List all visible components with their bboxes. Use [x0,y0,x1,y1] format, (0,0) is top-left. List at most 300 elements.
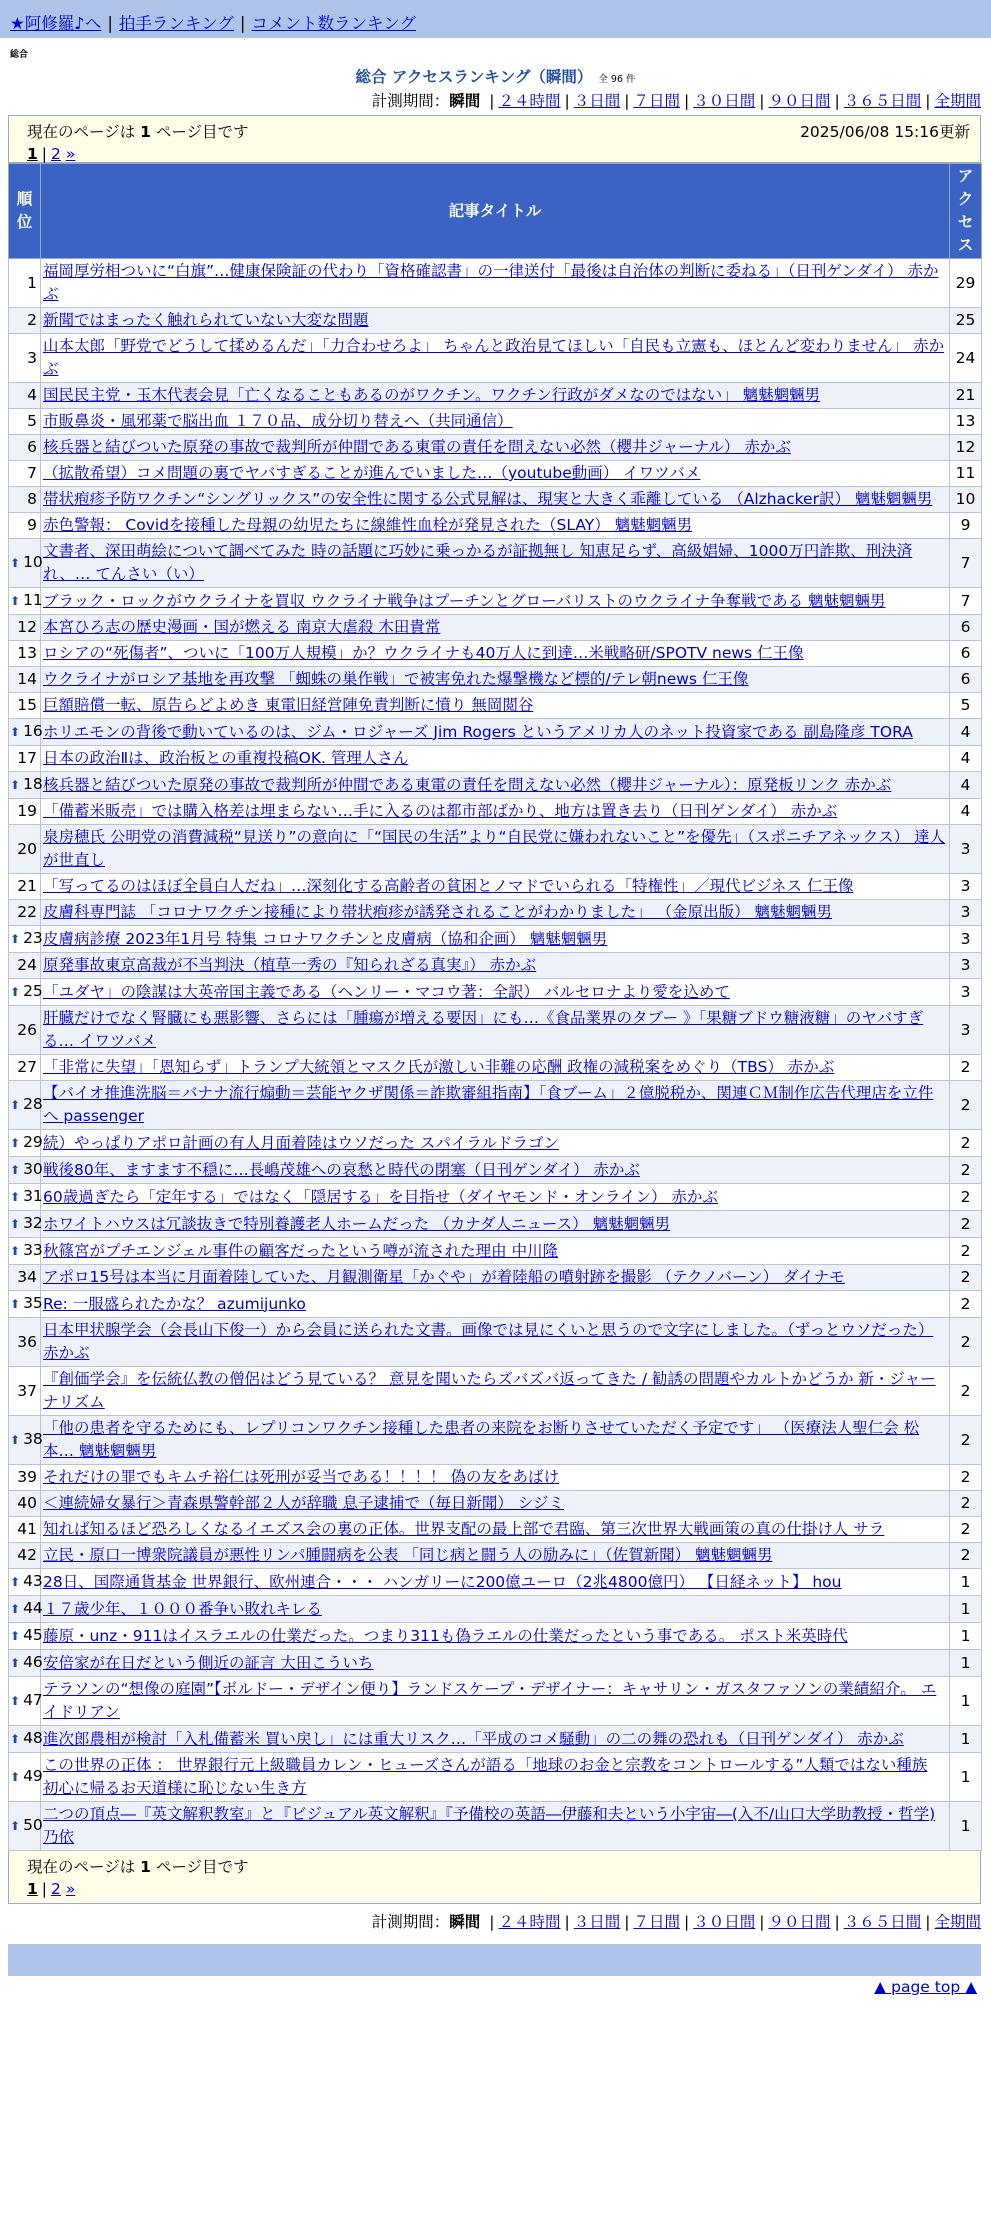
title-cell [41,1543,950,1569]
period-separator: | [684,1913,690,1931]
table-row [9,1416,982,1465]
title-cell [41,461,950,487]
rank-cell [9,1491,41,1517]
rank-number: 33 [23,1241,43,1259]
rank-cell [9,1157,41,1184]
table-row [9,799,982,825]
period-link[interactable]: 全期間 [934,92,981,110]
article-link[interactable]: 「写ってるのはほぼ全員白人だね」…深刻化する高齢者の貧困とノマドでいられる「特権性」／現代ビジネス 仁王像 [43,877,854,895]
article-link[interactable]: ホワイトハウスは冗談抜きで特別養護老人ホームだった （カナダ人ニュース） 魑魅魍魎男 [43,1214,671,1233]
rank-up-icon: ⬆ [10,1136,21,1150]
table-row [9,1367,982,1416]
period-separator: | [759,1913,765,1931]
access-count: 4 [950,772,982,799]
table-row [9,641,982,667]
rank-cell [9,1291,41,1318]
title-cell [41,487,950,513]
access-count: 21 [950,383,982,409]
title-cell [41,1596,950,1623]
rank-number: 46 [23,1653,43,1671]
article-link[interactable]: ホリエモンの背後で動いているのは、ジム・ロジャーズ Jim Rogers というアメリカ人のネット投資家である 副島隆彦 TORA [43,722,913,741]
rank-number: 43 [23,1572,43,1590]
rank-number: 18 [23,775,43,793]
total-count: 全 96 件 [598,74,636,85]
article-link[interactable]: 「他の患者を守るためにも、レプリコンワクチン接種した患者の来院をお断りさせていただく予定です」 （医療法人聖仁会 松本… 魑魅魍魎男 [43,1419,920,1460]
comment-ranking-link[interactable]: コメント数ランキング [251,14,416,33]
access-count: 2 [950,1081,982,1130]
title-cell [41,1211,950,1238]
access-count: 11 [950,461,982,487]
title-cell [41,1569,950,1596]
pager-next-arrow[interactable]: » [65,1880,76,1898]
table-row [9,1055,982,1081]
period-separator: | [564,1913,570,1931]
page-top-link[interactable]: ▲ page top ▲ [874,1978,977,1996]
rank-cell [9,641,41,667]
access-count: 3 [950,900,982,926]
rank-cell [9,874,41,900]
table-row [9,926,982,953]
table-row [9,979,982,1006]
period-separator: | [489,1913,495,1931]
access-count: 1 [950,1802,982,1851]
access-count: 1 [950,1726,982,1753]
period-label: 計測期間： [371,92,450,110]
rank-cell [9,1265,41,1291]
period-link[interactable]: ３６５日間 [843,1913,922,1931]
article-link[interactable]: 皮膚科専門誌 「コロナワクチン接種により帯状疱疹が誘発されることがわかりました」 （金原出版） 魑魅魍魎男 [43,903,833,921]
access-count: 2 [950,1517,982,1543]
rank-number: 12 [17,618,37,636]
pager-page-2[interactable]: 2 [51,145,61,163]
article-link[interactable]: ウクライナがロシア基地を再攻撃 「蜘蛛の巣作戦」で被害免れた爆撃機など標的/テレ朝news 仁王像 [43,670,749,688]
article-link[interactable]: 文書者、深田萌絵について調べてみた 時の話題に巧妙に乗っかるが証拠無し 知恵足らず、高級娼婦、1000万円詐欺、刑決済れ、… てんさい（い） [43,542,913,583]
article-link[interactable]: 「備蓄米販売」では購入格差は埋まらない…手に入るのは都市部ばかり、地方は置き去り（日刊ゲンダイ） 赤かぶ [43,802,838,820]
title-cell [41,1465,950,1491]
rank-cell [9,334,41,383]
title-cell [41,1726,950,1753]
article-link[interactable]: 安倍家が在日だという側近の証言 大田こういち [43,1653,374,1672]
rank-number: 5 [27,412,37,430]
table-row [9,825,982,874]
access-count: 6 [950,615,982,641]
rank-number: 4 [27,386,37,404]
article-link[interactable]: 続）やっぱりアポロ計画の有人月面着陸はウソだった スパイラルドラゴン [43,1133,559,1152]
period-link[interactable]: ３０日間 [693,1913,756,1931]
table-row [9,693,982,719]
rank-up-icon: ⬆ [10,725,21,739]
title-cell [41,1238,950,1265]
col-rank-header: 順位 [9,164,41,259]
period-link[interactable]: ９０日間 [768,1913,831,1931]
rank-cell [9,308,41,334]
title-cell [41,1081,950,1130]
title-cell [41,259,950,308]
page-status-pre: 現在のページは [27,123,141,141]
access-count: 13 [950,409,982,435]
access-count: 2 [950,1055,982,1081]
period-link[interactable]: ７日間 [633,92,680,110]
rank-number: 49 [23,1767,43,1785]
rank-up-icon: ⬆ [10,1190,21,1204]
title-cell [41,1416,950,1465]
period-link[interactable]: 全期間 [934,1913,981,1931]
article-link[interactable]: ブラック・ロックがウクライナを買収 ウクライナ戦争はプーチンとグローバリストのウクライナ争奪戦である 魑魅魍魎男 [43,591,886,610]
article-link[interactable]: 原発事故東京高裁が不当判決（植草一秀の『知られざる真実』） 赤かぶ [43,956,537,974]
period-separator: | [834,1913,840,1931]
table-row [9,667,982,693]
article-link[interactable]: 泉房穂氏 公明党の消費減税“見送り”の意向に「“国民の生活”より“自民党に嫌われないこと”を優先」（スポニチアネックス） 達人が世直し [43,828,946,869]
rank-cell [9,615,41,641]
rank-cell [9,1596,41,1623]
pager-page-2[interactable]: 2 [51,1880,61,1898]
access-count: 12 [950,435,982,461]
pager-separator: | [41,145,48,163]
access-count: 29 [950,259,982,308]
article-link[interactable]: 国民民主党・玉木代表会見「亡くなることもあるのがワクチン。ワクチン行政がダメなのではない」 魑魅魍魎男 [43,386,821,404]
page-top-container [0,1978,991,1996]
access-count: 2 [950,1491,982,1517]
title-cell [41,1130,950,1157]
ranking-table [8,163,982,1851]
period-link[interactable]: ３０日間 [693,92,756,110]
access-count: 3 [950,979,982,1006]
rank-number: 7 [27,464,37,482]
access-count: 9 [950,513,982,539]
table-header-row [9,164,982,259]
rank-number: 32 [23,1214,43,1232]
page-title [0,65,991,89]
rank-number: 30 [23,1160,43,1178]
title-cell [41,1006,950,1055]
rank-up-icon: ⬆ [10,778,21,792]
access-count: 2 [950,1238,982,1265]
title-cell [41,1055,950,1081]
access-count: 7 [950,539,982,588]
access-count: 7 [950,588,982,615]
article-link[interactable]: 28日、国際通貨基金 世界銀行、欧州連合・・・ ハンガリーに200億ユーロ（2兆4800億円） 【日経ネット】 hou [43,1572,842,1591]
rank-cell [9,900,41,926]
rank-number: 31 [23,1187,43,1205]
period-link[interactable]: ２４時間 [498,92,561,110]
access-count: 4 [950,799,982,825]
period-separator: | [624,92,630,110]
article-link[interactable]: 肝臓だけでなく腎臓にも悪影響、さらには「腫瘍が増える要因」にも…《食品業界のタブー 》「果糖ブドウ糖液糖」のヤバすぎる… イワツバメ [43,1009,924,1050]
rank-cell [9,1623,41,1650]
access-count: 2 [950,1157,982,1184]
rank-number: 36 [17,1332,37,1351]
rank-cell [9,825,41,874]
title-cell [41,615,950,641]
period-link[interactable]: ３日間 [573,92,621,110]
rank-up-icon: ⬆ [10,932,21,946]
rank-cell [9,1569,41,1596]
rank-number: 19 [17,802,37,820]
pager-next-arrow[interactable]: » [65,145,76,163]
title-cell [41,383,950,409]
rank-up-icon: ⬆ [10,1602,21,1616]
rank-cell [9,1130,41,1157]
title-cell [41,513,950,539]
article-link[interactable]: 本宮ひろ志の歴史漫画・国が燃える 南京大虐殺 木田貴常 [43,618,441,636]
article-link[interactable]: 福岡厚労相ついに“白旗”…健康保険証の代わり「資格確認書」の一律送付「最後は自治体の判断に委ねる」（日刊ゲンダイ） 赤かぶ [43,262,939,303]
access-count: 1 [950,1650,982,1677]
page-status-bottom [27,1855,972,1877]
pager-current: 1 [27,1880,38,1898]
rank-cell [9,1416,41,1465]
period-separator: | [684,92,690,110]
article-link[interactable]: （拡散希望）コメ問題の裏でヤバすぎることが進んでいました…（youtube動画） イワツバメ [43,464,701,482]
rank-number: 29 [23,1133,43,1151]
article-link[interactable]: アポロ15号は本当に月面着陸していた、月観測衛星「かぐや」が着陸船の噴射跡を撮影 （テクノバーン） ダイナモ [43,1268,845,1286]
pager-current: 1 [27,145,38,163]
table-row [9,719,982,746]
title-cell [41,1753,950,1802]
table-row [9,1291,982,1318]
article-link[interactable]: 核兵器と結びついた原発の事故で裁判所が仲間である東電の責任を問えない必然（櫻井ジャーナル）：原発板リンク 赤かぶ [43,775,892,794]
article-link[interactable]: ＜連続婦女暴行＞青森県警幹部２人が辞職 息子逮捕で（毎日新聞） シジミ [43,1494,564,1512]
access-count: 1 [950,1623,982,1650]
title-cell [41,719,950,746]
title-cell [41,926,950,953]
page-status-post: ページ目です [150,123,249,141]
article-link[interactable]: テラソンの“想像の庭園”【ボルドー・デザイン便り】ランドスケープ・デザイナー：キャサリン・ガスタファソンの業績紹介。 エイドリアン [43,1680,937,1721]
access-count: 3 [950,953,982,979]
access-count: 3 [950,926,982,953]
rank-number: 14 [17,670,37,688]
period-link[interactable]: ３６５日間 [843,92,922,110]
access-count: 6 [950,667,982,693]
access-count: 2 [950,1367,982,1416]
article-link[interactable]: 帯状疱疹予防ワクチン“シングリックス”の安全性に関する公式見解は、現実と大きく乖離している （Alzhacker訳） 魑魅魍魎男 [43,490,933,508]
period-separator: | [624,1913,630,1931]
title-cell [41,693,950,719]
table-row [9,1006,982,1055]
rank-number: 6 [27,438,37,456]
col-access-header: アクセス [950,164,982,259]
rank-number: 21 [17,877,37,895]
rank-up-icon: ⬆ [10,1217,21,1231]
rank-up-icon: ⬆ [10,1433,21,1447]
bottom-bar [8,1944,981,1976]
table-row [9,772,982,799]
title-cell [41,799,950,825]
access-count: 10 [950,487,982,513]
table-row [9,746,982,772]
period-link[interactable]: ９０日間 [768,92,831,110]
article-link[interactable]: 皮膚病診療 2023年1月号 特集 コロナワクチンと皮膚病（協和企画） 魑魅魍魎男 [43,929,608,948]
rank-cell [9,1367,41,1416]
ranking-rows [9,259,982,1851]
rank-number: 8 [27,490,37,508]
title-cell [41,435,950,461]
rank-up-icon: ⬆ [10,1575,21,1589]
article-link[interactable]: 60歳過ぎたら「定年する」ではなく「隠居する」を目指せ（ダイヤモンド・オンライン） 赤かぶ [43,1187,718,1206]
clap-ranking-link[interactable]: 拍手ランキング [118,14,234,33]
rank-cell [9,1081,41,1130]
rank-up-icon: ⬆ [10,1163,21,1177]
article-link[interactable]: 二つの頂点―『英文解釈教室』と『ビジュアル英文解釈』『予備校の英語―伊藤和夫という小宇宙―(入不/山口大学助教授・哲学) 乃依 [43,1805,936,1846]
title-cell [41,953,950,979]
rank-up-icon: ⬆ [10,1732,21,1746]
table-row [9,1211,982,1238]
access-count: 3 [950,874,982,900]
period-separator: | [925,92,931,110]
rank-up-icon: ⬆ [10,985,21,999]
article-link[interactable]: 藤原・unz・911はイスラエルの仕業だった。つまり311も偽ラエルの仕業だったという事である。 ポスト米英時代 [43,1626,848,1645]
category-label: 総合 [10,50,29,60]
article-link[interactable]: 日本甲状腺学会（会長山下俊一）から会員に送られた文書。画像では見にくいと思うので文字にしました。（ずっとウソだった） 赤かぶ [43,1321,934,1362]
page-status-post: ページ目です [150,1858,249,1876]
article-link[interactable]: 核兵器と結びついた原発の事故で裁判所が仲間である東電の責任を問えない必然（櫻井ジャーナル） 赤かぶ [43,438,791,456]
rank-cell [9,1753,41,1802]
rank-number: 1 [27,273,37,292]
pager [27,145,972,163]
access-count: 2 [950,1265,982,1291]
title-cell [41,1491,950,1517]
home-link[interactable]: ★阿修羅♪へ [10,14,102,33]
table-row [9,1677,982,1726]
rank-number: 45 [23,1626,43,1644]
article-link[interactable]: 山本太郎「野党でどうして揉めるんだ」「力合わせろよ」 ちゃんと政治見てほしい「自民も立憲も、ほとんど変わりません」 赤かぶ [43,337,945,378]
rank-cell [9,719,41,746]
title-cell [41,1802,950,1851]
period-link[interactable]: ７日間 [633,1913,680,1931]
rank-number: 25 [23,982,43,1000]
pager-separator: | [41,1880,48,1898]
rank-cell [9,259,41,308]
rank-cell [9,1055,41,1081]
title-cell [41,1623,950,1650]
period-link[interactable]: ２４時間 [498,1913,561,1931]
table-row [9,1465,982,1491]
rank-up-icon: ⬆ [10,556,21,570]
access-count: 6 [950,641,982,667]
rank-cell [9,1650,41,1677]
rank-cell [9,461,41,487]
table-row [9,461,982,487]
rank-number: 17 [17,749,37,767]
page-number: 1 [140,1858,151,1876]
rank-number: 50 [23,1816,43,1834]
rank-up-icon: ⬆ [10,1819,21,1833]
rank-cell [9,409,41,435]
rank-number: 48 [23,1729,43,1747]
table-row [9,513,982,539]
title-cell [41,825,950,874]
article-link[interactable]: 秋篠宮がプチエンジェル事件の顧客だったという噂が流された理由 中川隆 [43,1241,559,1260]
title-cell [41,1367,950,1416]
table-row [9,1802,982,1851]
period-link[interactable]: ３日間 [573,1913,621,1931]
rank-number: 28 [23,1095,43,1113]
rank-up-icon: ⬆ [10,1244,21,1258]
article-link[interactable]: Re: 一服盛られたかな？ azumijunko [43,1294,306,1313]
rank-number: 47 [23,1691,43,1709]
article-link[interactable]: 知れば知るほど恐ろしくなるイエズス会の裏の正体。世界支配の最上部で君臨、第三次世界大戦画策の真の仕掛け人 サラ [43,1520,885,1538]
table-row [9,1184,982,1211]
rank-cell [9,979,41,1006]
rank-cell [9,746,41,772]
article-link[interactable]: 巨額賠償一転、原告らどよめき 東電旧経営陣免責判断に憤り 無岡閲谷 [43,696,534,714]
table-row [9,1238,982,1265]
article-link[interactable]: 戦後80年、ますます不穏に…長嶋茂雄への哀愁と時代の閉塞（日刊ゲンダイ） 赤かぶ [43,1160,640,1179]
table-row [9,1543,982,1569]
access-count: 3 [950,1006,982,1055]
rank-number: 37 [17,1381,37,1400]
rank-number: 2 [27,311,37,329]
article-link[interactable]: 市販鼻炎・風邪薬で脳出血 １７０品、成分切り替えへ（共同通信） [43,412,513,430]
access-count: 25 [950,308,982,334]
rank-cell [9,513,41,539]
rank-cell [9,539,41,588]
period-separator: | [834,92,840,110]
title-cell [41,641,950,667]
article-link[interactable]: ロシアの“死傷者”、ついに「100万人規模」か？ウクライナも40万人に到達…米戦略研/SPOTV news 仁王像 [43,644,804,662]
article-link[interactable]: 赤色警報： Covidを接種した母親の幼児たちに線維性血栓が発見された（SLAY） 魑魅魍魎男 [43,516,693,534]
rank-number: 22 [17,903,37,921]
article-link[interactable]: 「非常に失望」「恩知らず」トランプ大統領とマスク氏が激しい非難の応酬 政権の減税案をめぐり（TBS） 赤かぶ [43,1058,835,1076]
table-row [9,588,982,615]
rank-number: 40 [17,1494,37,1512]
table-row [9,900,982,926]
article-link[interactable]: 『創価学会』を伝統仏教の僧侶はどう見ている？ 意見を聞いたらズバズバ返ってきた / 勧誘の問題やカルトかどうか 新・ジャーナリズム [43,1370,936,1411]
table-row [9,1081,982,1130]
article-link[interactable]: それだけの罪でもキムチ裕仁は死刑が妥当である！！！！ 偽の友をあばけ [43,1468,559,1486]
article-link[interactable]: この世界の正体 ： 世界銀行元上級職員カレン・ヒューズさんが語る「地球のお金と宗教をコントロールする”人類ではない種族 初心に帰るお天道様に恥じない生き方 [43,1756,928,1797]
title-cell [41,772,950,799]
access-count: 5 [950,693,982,719]
table-row [9,1318,982,1367]
rank-number: 42 [17,1546,37,1564]
rank-cell [9,1211,41,1238]
rank-number: 10 [23,553,43,571]
pager-bottom [27,1880,972,1898]
table-row [9,1569,982,1596]
access-count: 2 [950,1291,982,1318]
article-link[interactable]: 【バイオ推進洗脳＝バナナ流行煽動＝芸能ヤクザ関係＝詐欺審組指南】「食ブーム」２億脱税か、関連ＣＭ制作広告代理店を立件へ passenger [43,1084,934,1125]
rank-number: 23 [23,929,43,947]
table-row [9,409,982,435]
rank-cell [9,435,41,461]
page-info-box [8,115,981,163]
article-link[interactable]: 立民・原口一博衆院議員が悪性リンパ腫闘病を公表 「同じ病と闘う人の励みに」（佐賀新聞） 魑魅魍魎男 [43,1546,773,1564]
table-row [9,1753,982,1802]
article-link[interactable]: 進次郎農相が検討「入札備蓄米 買い戻し」には重大リスク…「平成のコメ騒動」の二の舞の恐れも（日刊ゲンダイ） 赤かぶ [43,1729,904,1748]
access-count: 2 [950,1543,982,1569]
rank-cell [9,1677,41,1726]
table-row [9,1596,982,1623]
rank-cell [9,1802,41,1851]
period-separator: | [489,92,495,110]
article-link[interactable]: 「ユダヤ」の陰謀は大英帝国主義である（ヘンリー・マコウ著：全訳） バルセロナより愛を込めて [43,982,730,1001]
rank-number: 39 [17,1468,37,1486]
rank-cell [9,799,41,825]
access-count: 2 [950,1211,982,1238]
table-row [9,259,982,308]
article-link[interactable]: 日本の政治Ⅱは、政治板との重複投稿OK. 管理人さん [43,749,409,767]
table-row [9,1491,982,1517]
article-link[interactable]: 新聞ではまったく触れられていない大変な問題 [43,311,369,329]
title-cell [41,409,950,435]
rank-number: 38 [23,1430,43,1448]
article-link[interactable]: １７歳少年、１０００番争い敗れキレる [43,1599,322,1618]
table-row [9,615,982,641]
table-row [9,383,982,409]
table-row [9,874,982,900]
period-label: 計測期間： [371,1913,450,1931]
period-separator: | [925,1913,931,1931]
